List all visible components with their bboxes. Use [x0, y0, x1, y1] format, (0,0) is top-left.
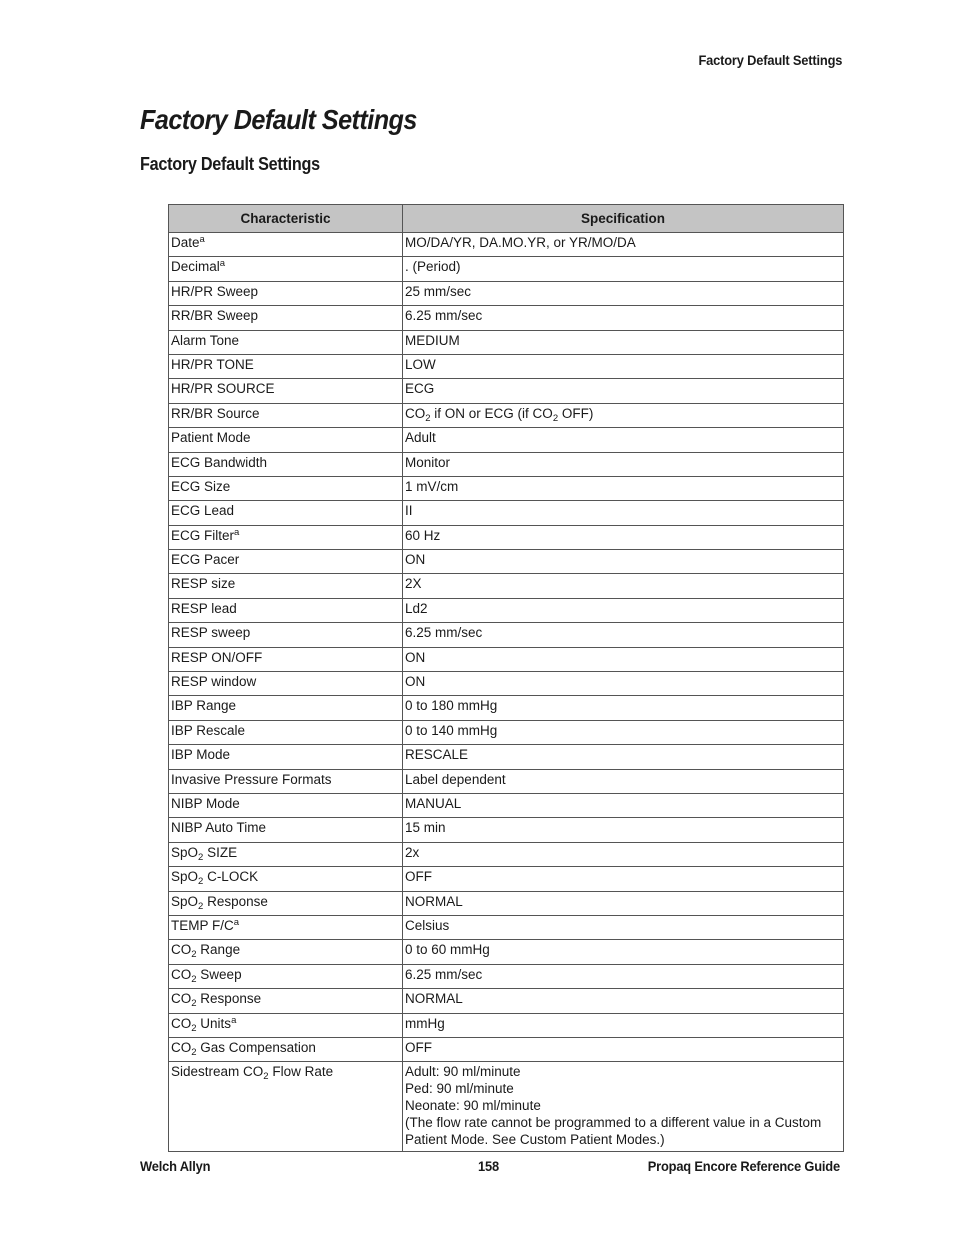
table-row: [169, 818, 844, 842]
characteristic-label: IBP Rescale: [171, 722, 246, 738]
specification-cell: [403, 452, 844, 476]
specification-value: 1 mV/cm: [405, 478, 459, 494]
table-row: [169, 891, 844, 915]
specification-cell: [403, 793, 844, 817]
specification-value: 25 mm/sec: [405, 283, 472, 299]
table-row: [169, 989, 844, 1013]
specification-value: 6.25 mm/sec: [405, 966, 483, 982]
specification-cell: [403, 1037, 844, 1061]
table-row: [169, 598, 844, 622]
characteristic-cell: [169, 745, 403, 769]
specification-value: 60 Hz: [405, 527, 441, 543]
specification-cell: [403, 257, 844, 281]
characteristic-label: Sidestream CO: [171, 1064, 264, 1080]
characteristic-label-rest: Response: [203, 893, 268, 909]
characteristic-label: SpO: [171, 893, 199, 909]
specification-value: . (Period): [405, 259, 461, 275]
table-row: [169, 403, 844, 427]
characteristic-label: CO: [171, 942, 192, 958]
characteristic-label: RESP sweep: [171, 625, 251, 641]
specification-cell: [403, 574, 844, 598]
characteristic-cell: [169, 940, 403, 964]
characteristic-label-rest: SIZE: [203, 844, 238, 860]
characteristic-cell: [169, 891, 403, 915]
specification-value: ON: [405, 674, 426, 690]
specification-cell: [403, 1062, 844, 1152]
characteristic-label-rest: Response: [196, 991, 262, 1007]
characteristic-cell: [169, 476, 403, 500]
specification-value: ECG: [405, 381, 435, 397]
table-row: [169, 233, 844, 257]
characteristic-label: SpO: [171, 844, 199, 860]
table-row: [169, 501, 844, 525]
table-row: [169, 623, 844, 647]
subscript: 2: [191, 949, 197, 961]
table-row: [169, 769, 844, 793]
specification-cell: [403, 647, 844, 671]
specification-value: 0 to 140 mmHg: [405, 722, 498, 738]
specification-value: RESCALE: [405, 747, 469, 763]
characteristic-label: Date: [171, 235, 200, 250]
characteristic-cell: [169, 428, 403, 452]
subscript: 2: [191, 998, 197, 1010]
characteristic-label: Invasive Pressure Formats: [171, 771, 332, 787]
specification-cell: [403, 915, 844, 939]
characteristic-cell: [169, 647, 403, 671]
characteristic-cell: [169, 672, 403, 696]
specification-value: 2x: [405, 844, 420, 860]
section-title: Factory Default Settings: [140, 154, 320, 174]
characteristic-label: RESP ON/OFF: [171, 649, 263, 665]
subscript: 2: [191, 1046, 197, 1058]
specification-cell: [403, 525, 844, 549]
characteristic-label: ECG Size: [171, 478, 231, 494]
specification-value: NORMAL: [405, 893, 463, 909]
table-row: [169, 281, 844, 305]
characteristic-cell: [169, 281, 403, 305]
specification-line: Adult: 90 ml/minute: [405, 1064, 521, 1080]
specification-value: MO/DA/YR, DA.MO.YR, or YR/MO/DA: [405, 235, 636, 250]
characteristic-label: RESP size: [171, 576, 236, 592]
specification-value: Adult: [405, 430, 436, 446]
specification-cell: [403, 501, 844, 525]
characteristic-label: HR/PR Sweep: [171, 283, 259, 299]
characteristic-label-rest: Units: [196, 1015, 232, 1031]
characteristic-cell: [169, 842, 403, 866]
specification-cell: [403, 281, 844, 305]
specification-value: if ON or ECG (if CO: [430, 405, 553, 421]
column-header-specification: Specification: [403, 205, 844, 233]
subscript: 2: [263, 1071, 269, 1083]
specification-cell: [403, 330, 844, 354]
table-row: [169, 696, 844, 720]
characteristic-cell: [169, 696, 403, 720]
specification-line: (The flow rate cannot be programmed to a different value in a Custom: [405, 1115, 822, 1131]
specification-cell: [403, 550, 844, 574]
table-row: [169, 672, 844, 696]
specification-cell: [403, 1013, 844, 1037]
subscript: 2: [425, 412, 431, 424]
characteristic-cell: [169, 769, 403, 793]
characteristic-label: RR/BR Source: [171, 405, 260, 421]
characteristic-label: NIBP Mode: [171, 795, 240, 811]
characteristic-cell: [169, 818, 403, 842]
specification-value: MEDIUM: [405, 332, 460, 348]
table-row: [169, 1062, 844, 1152]
characteristic-cell: [169, 501, 403, 525]
characteristic-label: CO: [171, 1039, 192, 1055]
characteristic-label: ECG Bandwidth: [171, 454, 268, 470]
specification-cell: [403, 818, 844, 842]
table-row: [169, 745, 844, 769]
page-title: Factory Default Settings: [140, 104, 417, 135]
specification-value: ON: [405, 552, 426, 568]
specification-cell: [403, 842, 844, 866]
specification-cell: [403, 354, 844, 378]
specification-value: II: [405, 503, 413, 519]
footnote-marker: a: [234, 526, 240, 538]
characteristic-cell: [169, 354, 403, 378]
specification-cell: [403, 940, 844, 964]
characteristic-label: IBP Range: [171, 698, 237, 714]
specification-line: Patient Mode. See Custom Patient Modes.): [405, 1132, 665, 1148]
specification-cell: [403, 476, 844, 500]
table-row: [169, 720, 844, 744]
table-row: [169, 379, 844, 403]
characteristic-cell: [169, 525, 403, 549]
specification-value: 2X: [405, 576, 422, 592]
table-row: [169, 1037, 844, 1061]
table-row: [169, 330, 844, 354]
specification-cell: [403, 379, 844, 403]
running-header: Factory Default Settings: [698, 52, 842, 68]
factory-default-settings-table: [168, 204, 844, 1152]
specification-cell: [403, 403, 844, 427]
table-row: [169, 525, 844, 549]
specification-cell: [403, 306, 844, 330]
specification-value: mmHg: [405, 1015, 445, 1031]
characteristic-label-rest: Range: [196, 942, 241, 958]
characteristic-cell: [169, 550, 403, 574]
characteristic-label: CO: [171, 991, 192, 1007]
characteristic-cell: [169, 793, 403, 817]
characteristic-cell: [169, 1013, 403, 1037]
characteristic-cell: [169, 623, 403, 647]
specification-cell: [403, 964, 844, 988]
specification-value: 0 to 180 mmHg: [405, 698, 498, 714]
characteristic-cell: [169, 379, 403, 403]
table-row: [169, 476, 844, 500]
specification-cell: [403, 745, 844, 769]
subscript: 2: [552, 412, 559, 424]
characteristic-cell: [169, 915, 403, 939]
subscript: 2: [198, 851, 204, 863]
table-row: [169, 452, 844, 476]
table-row: [169, 793, 844, 817]
characteristic-cell: [169, 233, 403, 257]
specification-value: OFF: [405, 1039, 432, 1055]
table-row: [169, 306, 844, 330]
characteristic-label: ECG Pacer: [171, 552, 240, 568]
specification-line: Neonate: 90 ml/minute: [405, 1098, 541, 1114]
table-row: [169, 940, 844, 964]
page-number: 158: [478, 1158, 499, 1174]
characteristic-cell: [169, 867, 403, 891]
specification-value: ON: [405, 649, 426, 665]
specification-value: 0 to 60 mmHg: [405, 942, 490, 958]
specification-cell: [403, 867, 844, 891]
specification-cell: [403, 598, 844, 622]
characteristic-label: RESP lead: [171, 600, 237, 616]
characteristic-cell: [169, 1037, 403, 1061]
characteristic-label: TEMP F/C: [171, 917, 234, 933]
characteristic-label-rest: C-LOCK: [203, 869, 259, 885]
specification-value: Celsius: [405, 917, 450, 933]
table-row: [169, 647, 844, 671]
characteristic-cell: [169, 257, 403, 281]
specification-value: MANUAL: [405, 795, 462, 811]
table-row: [169, 964, 844, 988]
footer-brand: Welch Allyn: [140, 1158, 211, 1174]
table-row: [169, 428, 844, 452]
table-header-row: [169, 205, 844, 233]
characteristic-cell: [169, 1062, 403, 1152]
specification-cell: [403, 672, 844, 696]
specification-value: Ld2: [405, 600, 428, 616]
table-row: [169, 1013, 844, 1037]
specification-cell: [403, 696, 844, 720]
specification-cell: [403, 720, 844, 744]
characteristic-cell: [169, 598, 403, 622]
table-row: [169, 842, 844, 866]
subscript: 2: [198, 876, 204, 888]
characteristic-label: NIBP Auto Time: [171, 820, 267, 836]
specification-value: Monitor: [405, 454, 451, 470]
footnote-marker: a: [219, 258, 226, 270]
table-row: [169, 257, 844, 281]
table-row: [169, 550, 844, 574]
characteristic-cell: [169, 330, 403, 354]
characteristic-label: SpO: [171, 869, 199, 885]
characteristic-label: IBP Mode: [171, 747, 231, 763]
specification-cell: [403, 233, 844, 257]
characteristic-cell: [169, 306, 403, 330]
specification-cell: [403, 989, 844, 1013]
characteristic-label: RR/BR Sweep: [171, 308, 259, 324]
specification-value: CO: [405, 405, 426, 421]
table-row: [169, 354, 844, 378]
characteristic-cell: [169, 989, 403, 1013]
column-header-characteristic: Characteristic: [169, 205, 403, 233]
characteristic-label: ECG Lead: [171, 503, 235, 519]
subscript: 2: [191, 1022, 197, 1034]
specification-cell: [403, 428, 844, 452]
footnote-marker: a: [199, 234, 205, 245]
characteristic-label: Alarm Tone: [171, 332, 240, 348]
characteristic-label: CO: [171, 966, 192, 982]
footnote-marker: a: [233, 916, 240, 928]
characteristic-label: Patient Mode: [171, 430, 251, 446]
characteristic-label-rest: Sweep: [196, 966, 242, 982]
characteristic-cell: [169, 964, 403, 988]
specification-value: OFF: [405, 869, 432, 885]
characteristic-label: CO: [171, 1015, 192, 1031]
table-row: [169, 915, 844, 939]
specification-cell: [403, 769, 844, 793]
specification-value: Label dependent: [405, 771, 506, 787]
footnote-marker: a: [231, 1014, 237, 1026]
characteristic-cell: [169, 720, 403, 744]
specification-value: 6.25 mm/sec: [405, 625, 483, 641]
specification-cell: [403, 623, 844, 647]
specification-value: 6.25 mm/sec: [405, 308, 483, 324]
characteristic-cell: [169, 574, 403, 598]
specification-value: OFF): [558, 405, 594, 421]
specification-value: NORMAL: [405, 991, 463, 1007]
subscript: 2: [198, 900, 204, 912]
specification-value: LOW: [405, 356, 436, 372]
characteristic-label: ECG Filter: [171, 527, 235, 543]
characteristic-label-rest: Gas Compensation: [196, 1039, 316, 1055]
characteristic-label: HR/PR TONE: [171, 356, 254, 372]
table-body: [169, 233, 844, 1152]
table-row: [169, 574, 844, 598]
subscript: 2: [191, 973, 197, 985]
specification-value: 15 min: [405, 820, 446, 836]
characteristic-cell: [169, 403, 403, 427]
footer-guide-title: Propaq Encore Reference Guide: [647, 1158, 840, 1174]
characteristic-cell: [169, 452, 403, 476]
characteristic-label: RESP window: [171, 674, 257, 690]
table-row: [169, 867, 844, 891]
specification-line: Ped: 90 ml/minute: [405, 1081, 514, 1097]
characteristic-label-rest: Flow Rate: [268, 1064, 334, 1080]
specification-cell: [403, 891, 844, 915]
characteristic-label: HR/PR SOURCE: [171, 381, 275, 397]
characteristic-label: Decimal: [171, 259, 220, 275]
